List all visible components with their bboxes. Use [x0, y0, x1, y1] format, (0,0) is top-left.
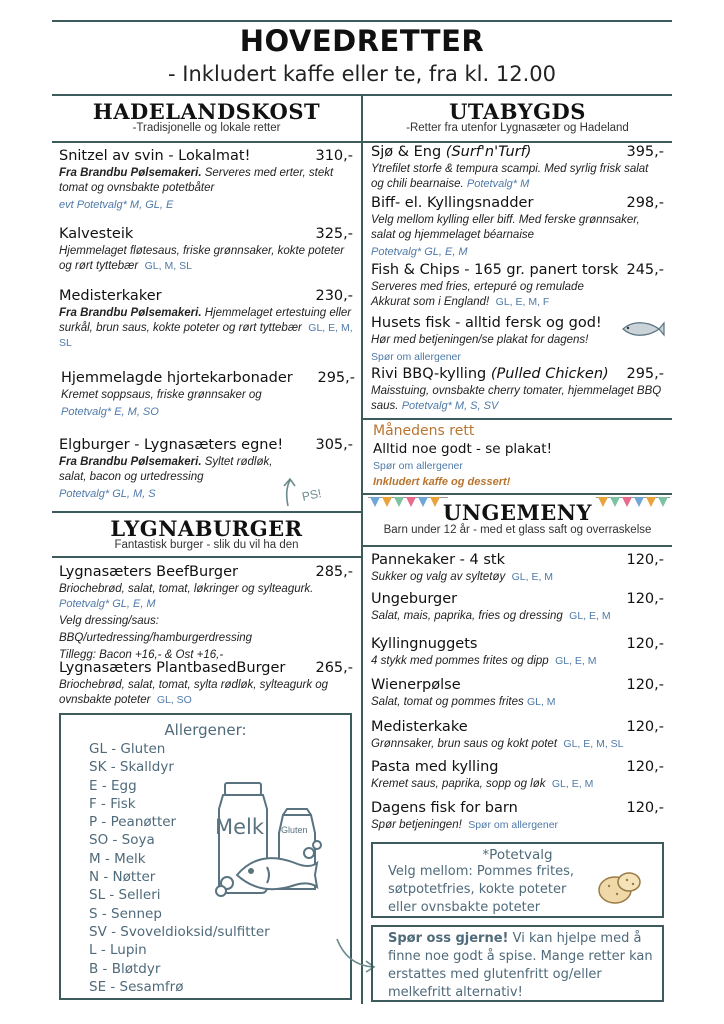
- lygnaburger-top-rule: [52, 511, 361, 513]
- item-price: 298,-: [626, 195, 664, 211]
- hadelandskost-subtitle: -Tradisjonelle og lokale retter: [132, 122, 281, 134]
- item-price: 120,-: [626, 552, 664, 568]
- item-name: Pannekaker - 4 stk: [371, 552, 505, 568]
- item-desc: 4 stykk med pommes frites og dipp: [371, 655, 549, 667]
- item-price: 245,-: [626, 262, 664, 278]
- monthly-note: Inkludert kaffe og dessert!: [373, 476, 511, 488]
- menu-item: [59, 564, 353, 663]
- item-desc-bold: Fra Brandbu Pølsemakeri.: [59, 456, 202, 468]
- item-name: Snitzel av svin - Lokalmat!: [59, 148, 251, 164]
- item-tags: Potetvalg* GL, M, S: [59, 488, 156, 500]
- item-desc: Maisstuing, ovnsbakte cherry tomater, hjemmelaget BBQ saus.: [371, 385, 662, 412]
- item-desc: Grønnsaker, brun saus og kokt potet: [371, 738, 558, 750]
- item-price: 395,-: [626, 144, 664, 160]
- potetvalg-box: [371, 842, 664, 918]
- item-tags: Potetvalg* E, M, SO: [61, 406, 159, 418]
- menu-item: [371, 636, 664, 669]
- item-tags: GL, M: [526, 696, 556, 708]
- menu-item: [371, 800, 664, 833]
- monthly-top-rule: [363, 418, 672, 420]
- item-price: 120,-: [626, 591, 664, 607]
- allergen-item: P - Peanøtter: [89, 814, 177, 831]
- item-name: Kalvesteik: [59, 226, 134, 242]
- allergen-item: SV - Svoveldioksid/sulfitter: [89, 923, 270, 940]
- item-desc: Hør med betjeningen/se plakat for dagens!: [371, 334, 589, 346]
- allergen-item: M - Melk: [89, 850, 146, 867]
- item-name: Lygnasæters BeefBurger: [59, 564, 238, 580]
- item-price: 265,-: [315, 660, 353, 676]
- top-rule: [52, 20, 672, 22]
- item-price: 285,-: [315, 564, 353, 580]
- menu-item: [59, 226, 353, 274]
- ungemeny-title: UNGEMENY: [443, 500, 592, 525]
- allergen-item: SL - Selleri: [89, 887, 161, 904]
- page-subtitle: - Inkludert kaffe eller te, fra kl. 12.00: [168, 62, 556, 86]
- lygnaburger-bottom-rule: [52, 556, 361, 558]
- allergen-title: Allergener:: [164, 721, 247, 739]
- item-tags: GL, E, M, SL: [59, 322, 353, 349]
- item-desc: Serveres med erter, stekt tomat og ovnsbakte potetbåter: [59, 167, 334, 194]
- item-name: Pasta med kylling: [371, 759, 499, 775]
- item-price: 295,-: [317, 370, 355, 386]
- item-name: Dagens fisk for barn: [371, 800, 518, 816]
- item-desc-bold: Fra Brandbu Pølsemakeri.: [59, 307, 202, 319]
- item-desc: Ytrefilet storfe & tempura scampi. Med syrlig frisk salat og chili bearnaise.: [371, 163, 649, 190]
- utabygds-subtitle: -Retter fra utenfor Lygnasæter og Hadeland: [406, 122, 629, 134]
- item-price: 325,-: [315, 226, 353, 242]
- milk-jar-label: Melk: [215, 815, 265, 839]
- menu-item: [59, 660, 353, 708]
- item-name: Fish & Chips - 165 gr. panert torsk: [371, 262, 619, 278]
- item-name: Rivi BBQ-kylling: [371, 366, 491, 382]
- hadelandskost-title: HADELANDSKOST: [92, 99, 321, 124]
- item-price: 120,-: [626, 719, 664, 735]
- item-tags: GL, E, M, F: [495, 296, 550, 308]
- item-price: 310,-: [315, 148, 353, 164]
- item-price: 230,-: [315, 288, 353, 304]
- item-price: 295,-: [626, 366, 664, 382]
- gluten-bag-label: Gluten: [281, 825, 308, 835]
- item-name: Kyllingnuggets: [371, 636, 478, 652]
- item-name: Biff- el. Kyllingsnadder: [371, 195, 534, 211]
- page-title: HOVEDRETTER: [239, 24, 485, 58]
- menu-item: [371, 262, 664, 310]
- extras-text: Tillegg: Bacon +16,- & Ost +16,-: [59, 649, 224, 661]
- item-name: Medisterkaker: [59, 288, 162, 304]
- monthly-line: Alltid noe godt - se plakat!: [373, 441, 552, 457]
- hadelandskost-rule: [52, 141, 361, 143]
- menu-item: [371, 144, 664, 192]
- monthly-tags: Spør om allergener: [373, 460, 463, 472]
- item-tags: GL, M, SL: [144, 260, 192, 272]
- item-name: Sjø & Eng: [371, 144, 446, 160]
- menu-item: [371, 719, 664, 752]
- item-tags: GL, E, M: [551, 778, 594, 790]
- menu-item: [371, 677, 664, 710]
- item-desc: Hjemmelaget fløtesaus, friske grønnsaker, kokte poteter og rørt tyttebær: [59, 245, 345, 272]
- menu-item: [371, 552, 664, 585]
- item-price: 120,-: [626, 800, 664, 816]
- menu-item: [371, 366, 664, 414]
- item-desc: Briochebrød, salat, tomat, løkringer og sylteagurk.: [59, 583, 314, 595]
- item-desc: Spør betjeningen!: [371, 819, 462, 831]
- allergen-item: SE - Sesamfrø: [89, 978, 184, 995]
- help-box: [371, 925, 664, 1002]
- dressing-label: Velg dressing/saus:: [59, 615, 159, 627]
- item-name: Elgburger - Lygnasæters egne!: [59, 437, 284, 453]
- item-price: 120,-: [626, 636, 664, 652]
- lygnaburger-subtitle: Fantastisk burger - slik du vil ha den: [114, 539, 299, 551]
- item-tags: GL, SO: [156, 694, 192, 706]
- help-body: Vi kan hjelpe med å finne noe godt å spise. Mange retter kan erstattes med glutenfritt og/eller melkefritt alternativ!: [388, 931, 653, 1000]
- help-bold: Spør oss gjerne!: [388, 931, 509, 946]
- item-tags: GL, E, M: [511, 571, 554, 583]
- column-divider: [361, 94, 363, 1004]
- item-desc: Briochebrød, salat, tomat, sylta rødløk, sylteagurk og ovnsbakte poteter: [59, 679, 329, 706]
- allergen-item: SK - Skalldyr: [89, 759, 174, 776]
- allergen-item: E - Egg: [89, 777, 137, 794]
- item-desc: Salat, mais, paprika, fries og dressing: [371, 610, 563, 622]
- lygnaburger-title: LYGNABURGER: [110, 516, 303, 541]
- allergen-item: B - Bløtdyr: [89, 960, 161, 977]
- item-name-italic: (Surf'n'Turf): [445, 144, 532, 160]
- allergen-item: GL - Gluten: [89, 741, 166, 757]
- item-name: Medisterkake: [371, 719, 468, 735]
- menu-item: [59, 288, 353, 351]
- item-name: Husets fisk - alltid fersk og god!: [371, 315, 602, 331]
- menu-item: [61, 370, 355, 420]
- item-tags: Spør om allergener: [371, 351, 461, 363]
- item-desc: Hjemmelaget ertestuing eller surkål, brun saus, kokte poteter og rørt tyttebær: [59, 307, 352, 334]
- potetvalg-title: *Potetvalg: [482, 847, 553, 863]
- utabygds-rule: [363, 141, 672, 143]
- item-price: 120,-: [626, 677, 664, 693]
- item-desc: Velg mellom kylling eller biff. Med ferske grønnsaker, salat og hjemmelaget béarnaise: [371, 214, 640, 241]
- item-desc: Serveres med fries, ertepuré og remulade Akkurat som i England!: [371, 281, 584, 308]
- monthly-title: Månedens rett: [373, 423, 475, 439]
- allergen-item: N - Nøtter: [89, 869, 156, 886]
- allergen-item: F - Fisk: [89, 795, 136, 812]
- item-tags: evt Potetvalg* M, GL, E: [59, 199, 174, 211]
- item-tags: Spør om allergener: [468, 819, 559, 831]
- help-text: [388, 930, 653, 1002]
- item-name: Lygnasæters PlantbasedBurger: [59, 660, 286, 676]
- item-desc: Sukker og valg av syltetøy: [371, 571, 506, 583]
- item-tags: GL, E, M: [569, 610, 611, 622]
- potetvalg-text: Velg mellom: Pommes frites, søtpotetfries, kokte poteter eller ovnsbakte poteter: [388, 864, 574, 915]
- allergen-item: L - Lupin: [89, 942, 147, 959]
- menu-item: [59, 148, 353, 213]
- allergen-illustration-icon: [209, 779, 339, 909]
- ungemeny-top-rule: [363, 493, 672, 495]
- item-tags: Potetvalg* GL, E, M: [371, 246, 468, 258]
- item-desc-bold: Fra Brandbu Pølsemakeri.: [59, 167, 202, 179]
- item-price: 305,-: [315, 437, 353, 453]
- menu-item: [371, 195, 664, 260]
- fish-icon: [619, 318, 665, 340]
- item-name-italic: (Pulled Chicken): [490, 366, 609, 382]
- allergen-item: S - Sennep: [89, 905, 162, 922]
- item-tags: GL, E, M: [555, 655, 597, 667]
- item-desc: Kremet saus, paprika, sopp og løk: [371, 778, 546, 790]
- item-tags: GL, E, M, SL: [563, 738, 624, 750]
- item-desc: Salat, tomat og pommes frites: [371, 696, 524, 708]
- menu-item: [371, 759, 664, 792]
- allergen-item: SO - Soya: [89, 832, 155, 849]
- utabygds-title: UTABYGDS: [449, 99, 586, 124]
- item-desc: Kremet soppsaus, friske grønnsaker og: [61, 389, 262, 401]
- item-name: Ungeburger: [371, 591, 458, 607]
- item-tags: Potetvalg* GL, E, M: [59, 598, 156, 610]
- item-desc: Syltet rødløk, salat, bacon og urtedressing: [59, 456, 273, 483]
- allergen-box: [59, 713, 352, 1000]
- ps-note: PS!: [300, 486, 323, 504]
- menu-item: [371, 591, 664, 624]
- item-tags: Potetvalg* M: [466, 178, 530, 190]
- item-price: 120,-: [626, 759, 664, 775]
- item-tags: Potetvalg* M, S, SV: [401, 400, 499, 412]
- item-name: Hjemmelagde hjortekarbonader: [61, 370, 293, 386]
- dressing-options: BBQ/urtedressing/hamburgerdressing: [59, 632, 253, 644]
- ungemeny-bottom-rule: [363, 545, 672, 547]
- potato-icon: [595, 864, 645, 908]
- item-name: Wienerpølse: [371, 677, 461, 693]
- ungemeny-subtitle: Barn under 12 år - med et glass saft og overraskelse: [383, 524, 652, 536]
